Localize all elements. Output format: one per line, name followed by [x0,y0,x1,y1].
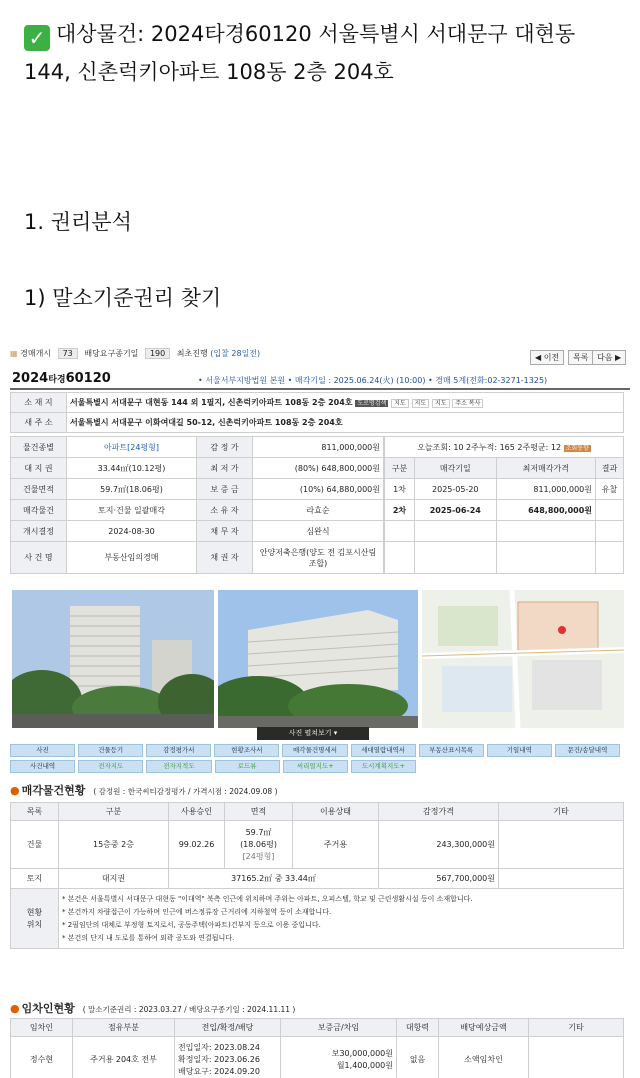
new-address-value: 서울특별시 서대문구 이화여대길 50-12, 신촌럭키아파트 108동 2층 204호 [67,413,624,433]
doc-button[interactable]: 기일내역 [487,744,552,757]
map-button-3[interactable]: 지도 [432,399,450,408]
address-table [10,392,624,433]
status-count-start: 73 [58,348,78,359]
location-note: * 본건의 단지 내 도로를 통하여 외곽 공도와 연결됩니다. [62,933,235,942]
section-title-base-right: 1) 말소기준권리 찾기 [24,286,222,310]
doc-button[interactable]: 도시계획지도+ [351,760,416,773]
location-note: * 2필임단의 대체로 부정형 토지로서, 공동주택(아파트)건부지 등으로 이용 중입니다. [62,920,321,929]
address-value: 서울특별시 서대문구 대현동 144 외 1필지, 신촌럭키아파트 108동 2층 204호 도로명검색 지도 지도 지도 주소 복사 [67,393,624,413]
doc-button[interactable]: 감정평가서 [146,744,211,757]
calendar-icon: ▦ [10,349,18,358]
auction-rounds-table: 오늘조회: 10 2주누적: 165 2주평균: 12 조회동향 구분 매각기일 최저매각가격 결과 1차 2025-05-20 811,000,000원 유찰 2차 2025-06-24 648,800,000원 [384,436,624,574]
location-note: * 본건까지 차량접근이 가능하며 인근에 버스정류장 근거리에 지하철역 등이 소재합니다. [62,907,332,916]
case-number: 2024타경60120 [12,371,111,386]
road-name-search-button[interactable]: 도로명검색 [357,400,387,407]
location-notes [59,889,624,949]
map-button-2[interactable]: 지도 [412,399,430,408]
status-label-start: 경매개시 [20,349,52,358]
map-image [422,590,624,728]
appraisal-title: ● 매각물건현황 ( 감정원 : 한국씨티감정평가 / 가격시점 : 2024.09.08 ) [10,784,278,797]
case-header [10,370,630,390]
doc-button[interactable]: 전자지도 [78,760,143,773]
appraisal-table: 목록 구분 사용승인 면적 이용상태 감정가격 기타 건물 15층중 2층 99.02.26 59.7㎡ (18.06평) [24평형] 주거용 243,300,000원 토지 대지권 37165.2㎡ 중 33.44㎡ 567,700,000원 현황 위치 * 본건은 서울특별시 서대문구 대현동 "이대역" 북측 인근에 위치하며 주위는 아파트, 오피스텔, 학교 및 근린생활시설 등이 소재합니다. * 본건까지 차량접근이 가능하며 인근에 버스정류장 근거리에 지하철역 등이 소재합니다. * 2필임단의 대체로 부정형 토지로서, 공동주택(아파트)건부지 등으로 이용 중입니다. * 본건의 단지 내 도로를 통하여 외곽 공도와 연결됩니다. [10,802,624,949]
next-button[interactable]: 다음 ▶ [592,350,626,365]
prev-button[interactable]: ◀ 이전 [530,350,564,365]
location-note: * 본건은 서울특별시 서대문구 대현동 "이대역" 북측 인근에 위치하며 주위는 아파트, 오피스텔, 학교 및 근린생활시설 등이 소재합니다. [62,894,473,903]
view-stats: 오늘조회: 10 2주누적: 165 2주평균: 12 조회동향 [385,437,624,458]
doc-button[interactable]: 현황조사서 [214,744,279,757]
document-buttons-row-1 [10,744,620,757]
status-bar [10,348,630,366]
status-label-deadline: 배당요구종기일 [84,349,139,358]
address-label: 소 재 지 [11,393,67,413]
status-count-deadline: 190 [145,348,170,359]
property-info-table: 물건종별 아파트[24평형] 감 정 가 811,000,000원 대 지 권 33.44㎡(10.12평) 최 저 가 (80%) 648,800,000원 건물면적 59.7㎡(18.06평) 보 증 금 (10%) 64,880,000원 매각물건 토지·건물 일괄매각 소 유 자 라효순 개시결정 2024-08-30 채 무 자 심완식 사 건 명 부동산임의경매 채 권 자 안양저축은행(양도 전 김포시산림조합) [10,436,384,574]
photo-image [218,590,418,728]
doc-button[interactable]: 매각물건명세서 [282,744,347,757]
bullet-icon: ● [10,1002,20,1015]
copy-address-button[interactable]: 주소 복사 [452,399,483,408]
case-info: • 서울서부지방법원 본원 • 매각기일 : 2025.06.24(火) (10:00) • 경매 5계(전화:02-3271-1325) [198,376,548,385]
document-buttons-row-2 [10,760,416,773]
header-line-2: 144, 신촌럭키아파트 108동 2층 204호 [24,60,394,84]
tenancy-table: 임차인 점유부분 전입/확정/배당 보증금/차임 대항력 배당예상금액 기타 정수현 주거용 204호 전부 전입일자: 2023.08.24 확정일자: 2023.06.26 배당요구: 2024.09.20 보30,000,000원 월1,400,000원 없음 소액임차인 [10,1018,624,1078]
list-button[interactable]: 목록 [568,350,593,365]
bullet-icon: ● [10,784,20,797]
tenancy-title: ● 임차인현황 ( 말소기준권리 : 2023.03.27 / 배당요구종기일 : 2024.11.11 ) [10,1002,296,1015]
expand-photos-button[interactable]: 사진 펼쳐보기 ▾ [257,727,369,740]
checkmark-icon: ✓ [24,25,50,51]
doc-button[interactable]: 전자지적도 [146,760,211,773]
doc-button[interactable]: 씨리얼지도+ [283,760,348,773]
auction-document-image [10,344,630,1078]
location-map[interactable] [422,590,624,728]
doc-button[interactable]: 건물등기 [78,744,143,757]
view-trend-button[interactable]: 조회동향 [565,444,589,452]
building-photo-1[interactable] [12,590,214,728]
doc-button[interactable]: 로드뷰 [215,760,280,773]
header-line-1: ✓ 대상물건: 2024타경60120 서울특별시 서대문구 대현동 [24,16,575,52]
doc-button[interactable]: 사건내역 [10,760,75,773]
doc-button[interactable]: 사진 [10,744,75,757]
doc-button[interactable]: 세대열람내역서 [351,744,416,757]
new-address-label: 새 주 소 [11,413,67,433]
map-button-1[interactable]: 지도 [391,399,409,408]
section-title-rights: 1. 권리분석 [24,210,132,234]
building-photo-2[interactable] [218,590,418,728]
status-label-first: 최초진행 [176,349,208,358]
status-value-first: (입찰 28일전) [210,349,261,358]
photo-image [12,590,214,728]
doc-button[interactable]: 부동산표시목록 [419,744,484,757]
doc-button[interactable]: 문건/송달내역 [555,744,620,757]
